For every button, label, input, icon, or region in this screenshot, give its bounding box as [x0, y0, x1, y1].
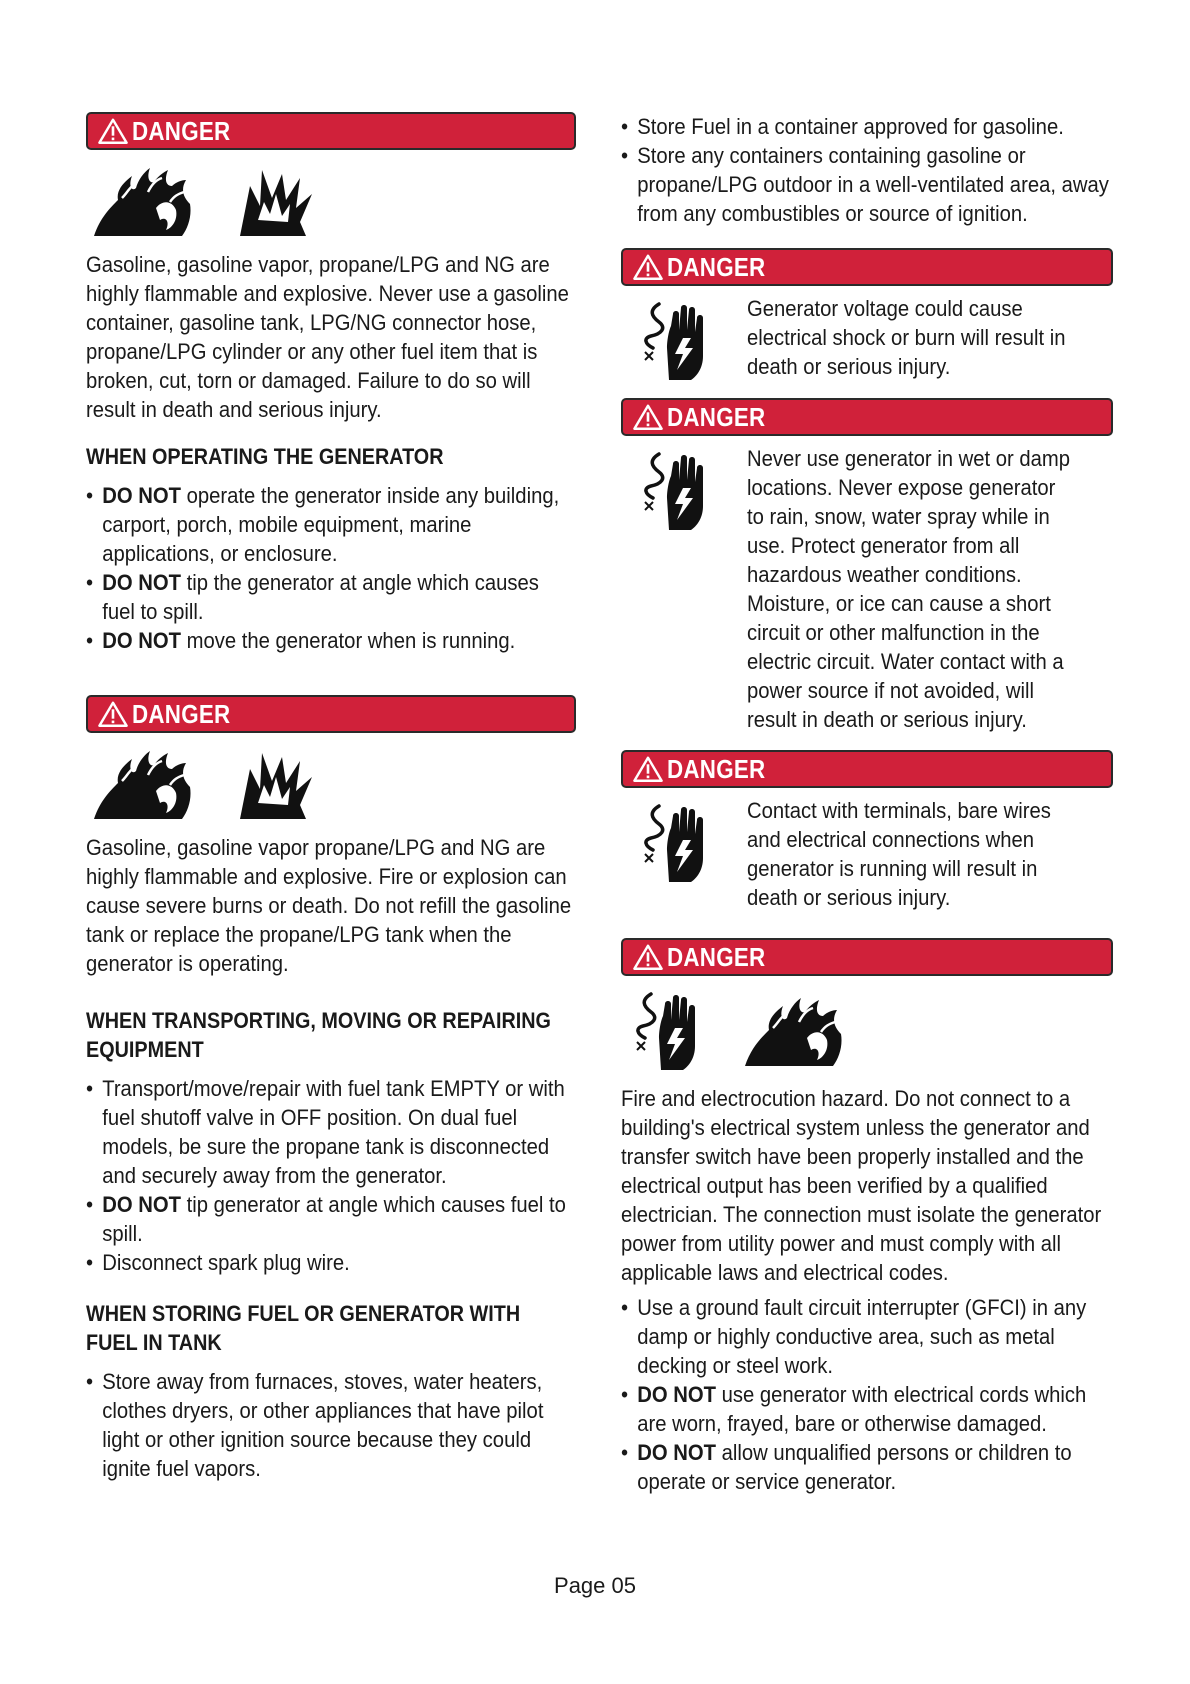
warning-triangle-icon	[98, 700, 128, 728]
fire-icon	[743, 994, 847, 1068]
hazard-icons	[92, 747, 576, 821]
list-item: • Store Fuel in a container approved for gasoline.	[621, 112, 1112, 141]
danger-label: DANGER	[667, 753, 766, 784]
danger-label: DANGER	[667, 251, 766, 282]
section-heading: WHEN OPERATING THE GENERATOR	[86, 444, 444, 469]
bullet-list	[621, 112, 1112, 228]
danger-body	[621, 294, 1113, 382]
bullet-list	[86, 1367, 576, 1483]
hazard-icons	[92, 164, 576, 238]
list-item: • Transport/move/repair with fuel tank EMPTY or with fuel shutoff valve in OFF position. On dual fuel models, be sure the propane tank is disconnected and securely away from the generator.	[86, 1074, 576, 1190]
warning-triangle-icon	[633, 755, 663, 783]
list-item: • DO NOT operate the generator inside any building, carport, porch, mobile equipment, marine applications, or enclosure.	[86, 481, 576, 568]
list-item: • Store any containers containing gasoline or propane/LPG outdoor in a well-ventilated area, away from any combustibles or source of ignition.	[621, 141, 1112, 228]
danger-text: Never use generator in wet or damp locations. Never expose generator to rain, snow, water spray while in use. Protect generator from all hazardous weather conditions. Moisture, or ice can cause a short circuit or other malfunction in the electric circuit. Water contact with a power source if not avoided, will result in death or serious injury.	[747, 446, 1071, 732]
fire-icon	[92, 747, 196, 821]
fire-icon	[92, 164, 196, 238]
electric-shock-icon	[639, 802, 707, 884]
bullet-list	[86, 1074, 576, 1277]
danger-label: DANGER	[132, 115, 231, 146]
bullet-list	[86, 481, 576, 655]
danger-banner	[86, 112, 576, 150]
danger-banner	[621, 248, 1113, 286]
electric-shock-icon	[639, 300, 707, 382]
danger-label: DANGER	[667, 941, 766, 972]
danger-label: DANGER	[132, 698, 231, 729]
list-item: • DO NOT tip generator at angle which causes fuel to spill.	[86, 1190, 576, 1248]
electric-shock-icon	[639, 450, 707, 532]
warning-triangle-icon	[633, 943, 663, 971]
warning-triangle-icon	[633, 253, 663, 281]
explosion-icon	[236, 747, 316, 821]
danger-banner	[621, 750, 1113, 788]
danger-text: Gasoline, gasoline vapor, propane/LPG and NG are highly flammable and explosive. Never use a gasoline container, gasoline tank, LPG/NG connector hose, propane/LPG cylinder or any other fuel item that is broken, cut, torn or damaged. Failure to do so will result in death and serious injury.	[86, 252, 569, 422]
danger-text: Contact with terminals, bare wires and electrical connections when generator is running will result in death or serious injury.	[747, 798, 1051, 910]
right-column	[621, 112, 1113, 1496]
list-item: • Use a ground fault circuit interrupter (GFCI) in any damp or highly conductive area, such as metal decking or steel work.	[621, 1293, 1112, 1380]
section-heading: WHEN TRANSPORTING, MOVING OR REPAIRING EQUIPMENT	[86, 1008, 551, 1062]
explosion-icon	[236, 164, 316, 238]
list-item: • DO NOT use generator with electrical cords which are worn, frayed, bare or otherwise damaged.	[621, 1380, 1112, 1438]
danger-text: Gasoline, gasoline vapor propane/LPG and NG are highly flammable and explosive. Fire or explosion can cause severe burns or death. Do not refill the gasoline tank or replace the propane/LPG tank when the generator is operating.	[86, 835, 572, 976]
danger-banner	[621, 398, 1113, 436]
danger-banner	[86, 695, 576, 733]
list-item: • DO NOT allow unqualified persons or children to operate or service generator.	[621, 1438, 1112, 1496]
page-number: Page 05	[554, 1573, 636, 1598]
list-item: • DO NOT tip the generator at angle which causes fuel to spill.	[86, 568, 576, 626]
electric-shock-icon	[631, 990, 699, 1072]
list-item: • Disconnect spark plug wire.	[86, 1248, 576, 1277]
danger-text: Generator voltage could cause electrical shock or burn will result in death or serious injury.	[747, 296, 1066, 379]
section-heading: WHEN STORING FUEL OR GENERATOR WITH FUEL IN TANK	[86, 1301, 521, 1355]
list-item: • DO NOT move the generator when is running.	[86, 626, 576, 655]
danger-body	[621, 796, 1113, 912]
danger-label: DANGER	[667, 401, 766, 432]
danger-body	[621, 444, 1113, 734]
warning-triangle-icon	[633, 403, 663, 431]
left-column	[86, 112, 576, 1483]
list-item: • Store away from furnaces, stoves, water heaters, clothes dryers, or other appliances that have pilot light or other ignition source because they could ignite fuel vapors.	[86, 1367, 576, 1483]
hazard-icons	[631, 990, 1113, 1072]
warning-triangle-icon	[98, 117, 128, 145]
danger-banner	[621, 938, 1113, 976]
bullet-list	[621, 1293, 1112, 1496]
danger-text: Fire and electrocution hazard. Do not connect to a building's electrical system unless the generator and transfer switch have been properly installed and the electrical output has been verified by a qualified electrician. The connection must isolate the generator power from utility power and must comply with all applicable laws and electrical codes.	[621, 1086, 1102, 1285]
